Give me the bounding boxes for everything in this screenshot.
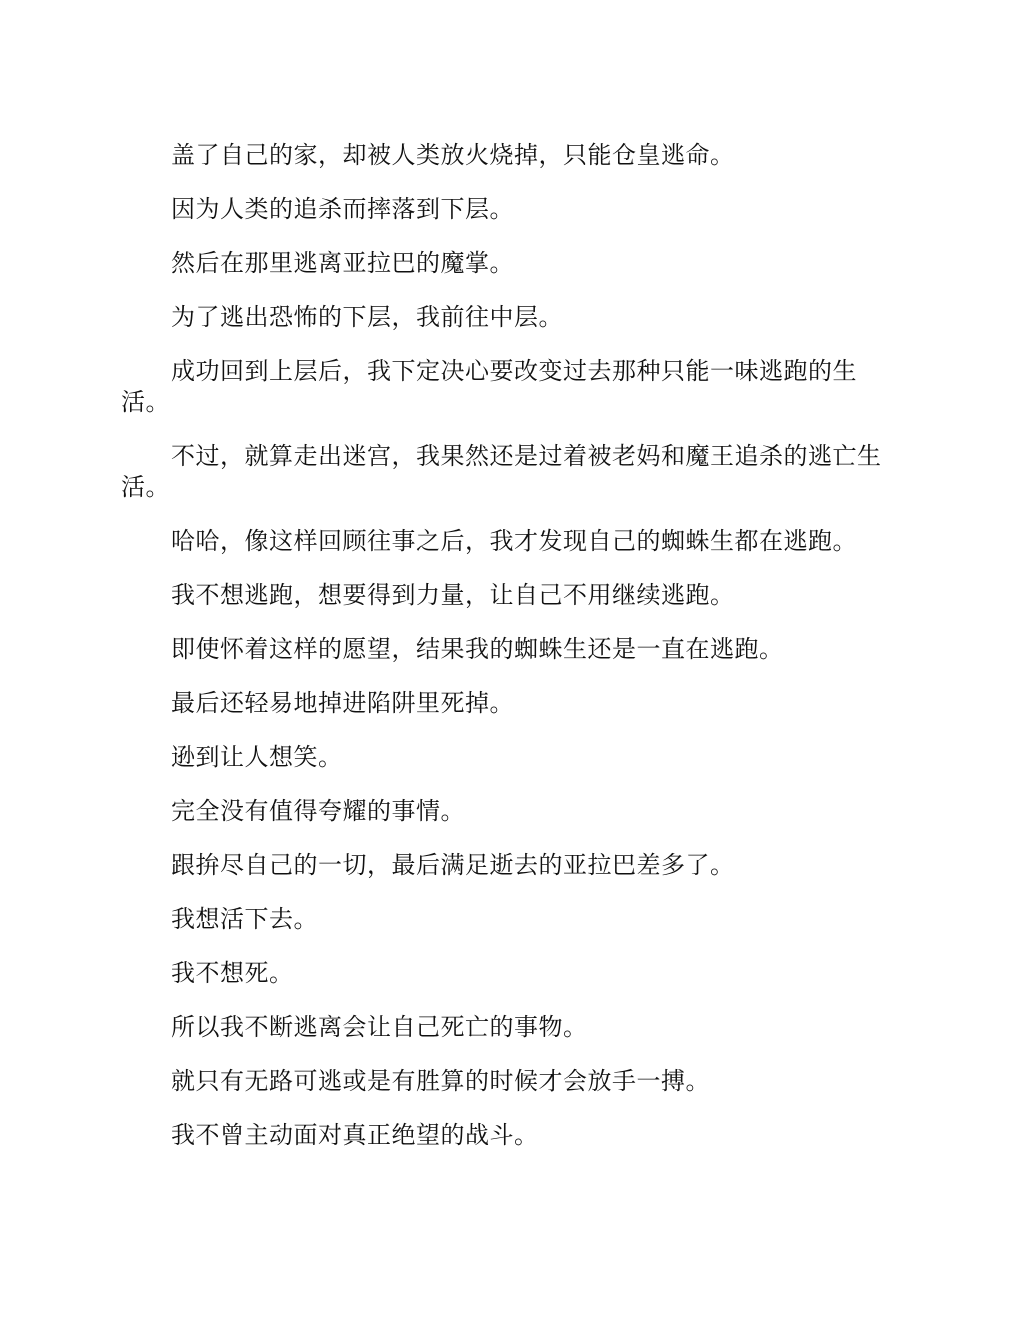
paragraph: 不过，就算走出迷宫，我果然还是过着被老妈和魔王追杀的逃亡生活。 [121, 442, 882, 501]
paragraph: 我不想死。 [171, 959, 294, 987]
paragraph: 我不想逃跑，想要得到力量，让自己不用继续逃跑。 [171, 581, 735, 609]
document-page [121, 140, 901, 1174]
paragraph: 然后在那里逃离亚拉巴的魔掌。 [171, 249, 514, 277]
paragraph: 盖了自己的家，却被人类放火烧掉，只能仓皇逃命。 [171, 141, 735, 169]
paragraph: 为了逃出恐怖的下层，我前往中层。 [171, 303, 563, 331]
paragraph: 成功回到上层后，我下定决心要改变过去那种只能一味逃跑的生活。 [121, 357, 857, 416]
paragraph: 逊到让人想笑。 [171, 743, 343, 771]
paragraph: 哈哈，像这样回顾往事之后，我才发现自己的蜘蛛生都在逃跑。 [171, 527, 857, 555]
paragraph: 因为人类的追杀而摔落到下层。 [171, 195, 514, 223]
paragraph: 我想活下去。 [171, 905, 318, 933]
paragraph: 跟拚尽自己的一切，最后满足逝去的亚拉巴差多了。 [171, 851, 735, 879]
paragraph: 我不曾主动面对真正绝望的战斗。 [171, 1121, 539, 1149]
paragraph: 即使怀着这样的愿望，结果我的蜘蛛生还是一直在逃跑。 [171, 635, 784, 663]
paragraph: 就只有无路可逃或是有胜算的时候才会放手一搏。 [171, 1067, 710, 1095]
paragraph: 最后还轻易地掉进陷阱里死掉。 [171, 689, 514, 717]
paragraph: 完全没有值得夸耀的事情。 [171, 797, 465, 825]
paragraph: 所以我不断逃离会让自己死亡的事物。 [171, 1013, 588, 1041]
